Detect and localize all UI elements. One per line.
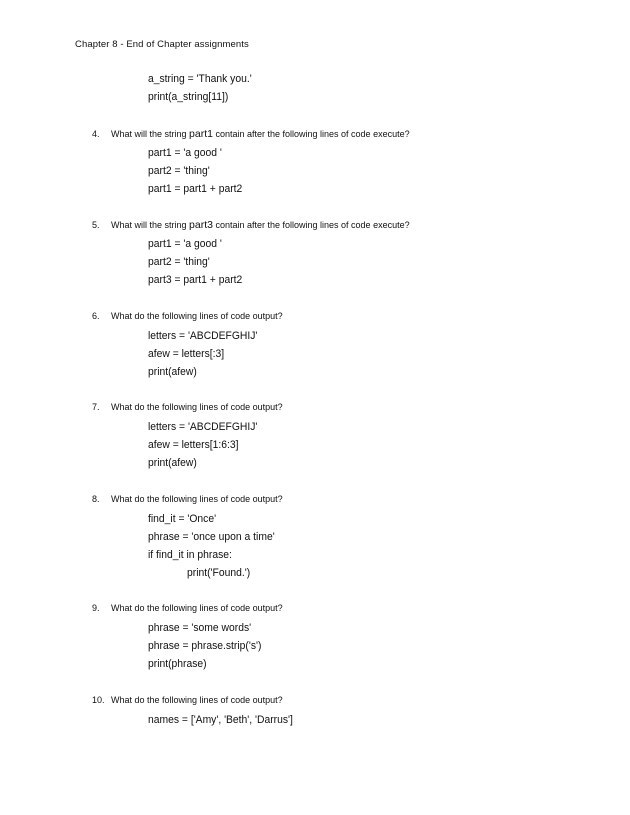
question-number: 10. bbox=[92, 695, 105, 705]
question-9 bbox=[92, 603, 283, 613]
code-line: letters = 'ABCDEFGHIJ' bbox=[148, 421, 258, 433]
question-5 bbox=[92, 219, 410, 231]
code-line: find_it = 'Once' bbox=[148, 513, 217, 525]
code-line: phrase = 'once upon a time' bbox=[148, 531, 275, 543]
question-text: What do the following lines of code output? bbox=[111, 402, 283, 412]
code-line: part1 = part1 + part2 bbox=[148, 183, 243, 195]
code-line: print(afew) bbox=[148, 366, 197, 378]
code-line: print(afew) bbox=[148, 457, 197, 469]
code-line: names = ['Amy', 'Beth', 'Darrus'] bbox=[148, 714, 293, 726]
question-number: 4. bbox=[92, 129, 100, 139]
code-line: print(phrase) bbox=[148, 658, 207, 670]
code-line: letters = 'ABCDEFGHIJ' bbox=[148, 330, 258, 342]
question-text: contain after the following lines of code execute? bbox=[212, 129, 410, 139]
question-6 bbox=[92, 311, 283, 321]
question-number: 8. bbox=[92, 494, 100, 504]
question-number: 5. bbox=[92, 220, 100, 230]
code-line: print(a_string[11]) bbox=[148, 91, 229, 103]
code-line: part2 = 'thing' bbox=[148, 165, 210, 177]
code-line: part1 = 'a good ' bbox=[148, 147, 222, 159]
question-8 bbox=[92, 494, 283, 504]
question-text: What will the string bbox=[111, 129, 190, 139]
inline-variable: part1 bbox=[189, 128, 213, 140]
code-line: part3 = part1 + part2 bbox=[148, 274, 243, 286]
code-line: afew = letters[:3] bbox=[148, 348, 225, 360]
question-number: 7. bbox=[92, 402, 100, 412]
question-text: What will the string bbox=[111, 220, 190, 230]
question-number: 9. bbox=[92, 603, 100, 613]
code-line: phrase = phrase.strip('s') bbox=[148, 640, 262, 652]
question-text: What do the following lines of code output? bbox=[111, 494, 283, 504]
question-text: What do the following lines of code output? bbox=[111, 603, 283, 613]
code-line: part1 = 'a good ' bbox=[148, 238, 222, 250]
question-7 bbox=[92, 402, 283, 412]
code-line-indented: print('Found.') bbox=[187, 567, 251, 579]
code-line: afew = letters[1:6:3] bbox=[148, 439, 239, 451]
code-line: a_string = 'Thank you.' bbox=[148, 73, 252, 85]
question-text: What do the following lines of code output? bbox=[111, 695, 283, 705]
question-10 bbox=[92, 695, 283, 705]
question-number: 6. bbox=[92, 311, 100, 321]
question-4 bbox=[92, 128, 410, 140]
code-line: phrase = 'some words' bbox=[148, 622, 252, 634]
question-text: What do the following lines of code output? bbox=[111, 311, 283, 321]
code-line: if find_it in phrase: bbox=[148, 549, 232, 561]
code-line: part2 = 'thing' bbox=[148, 256, 210, 268]
question-text: contain after the following lines of code execute? bbox=[212, 220, 410, 230]
inline-variable: part3 bbox=[189, 219, 213, 231]
page-header: Chapter 8 - End of Chapter assignments bbox=[75, 39, 249, 50]
